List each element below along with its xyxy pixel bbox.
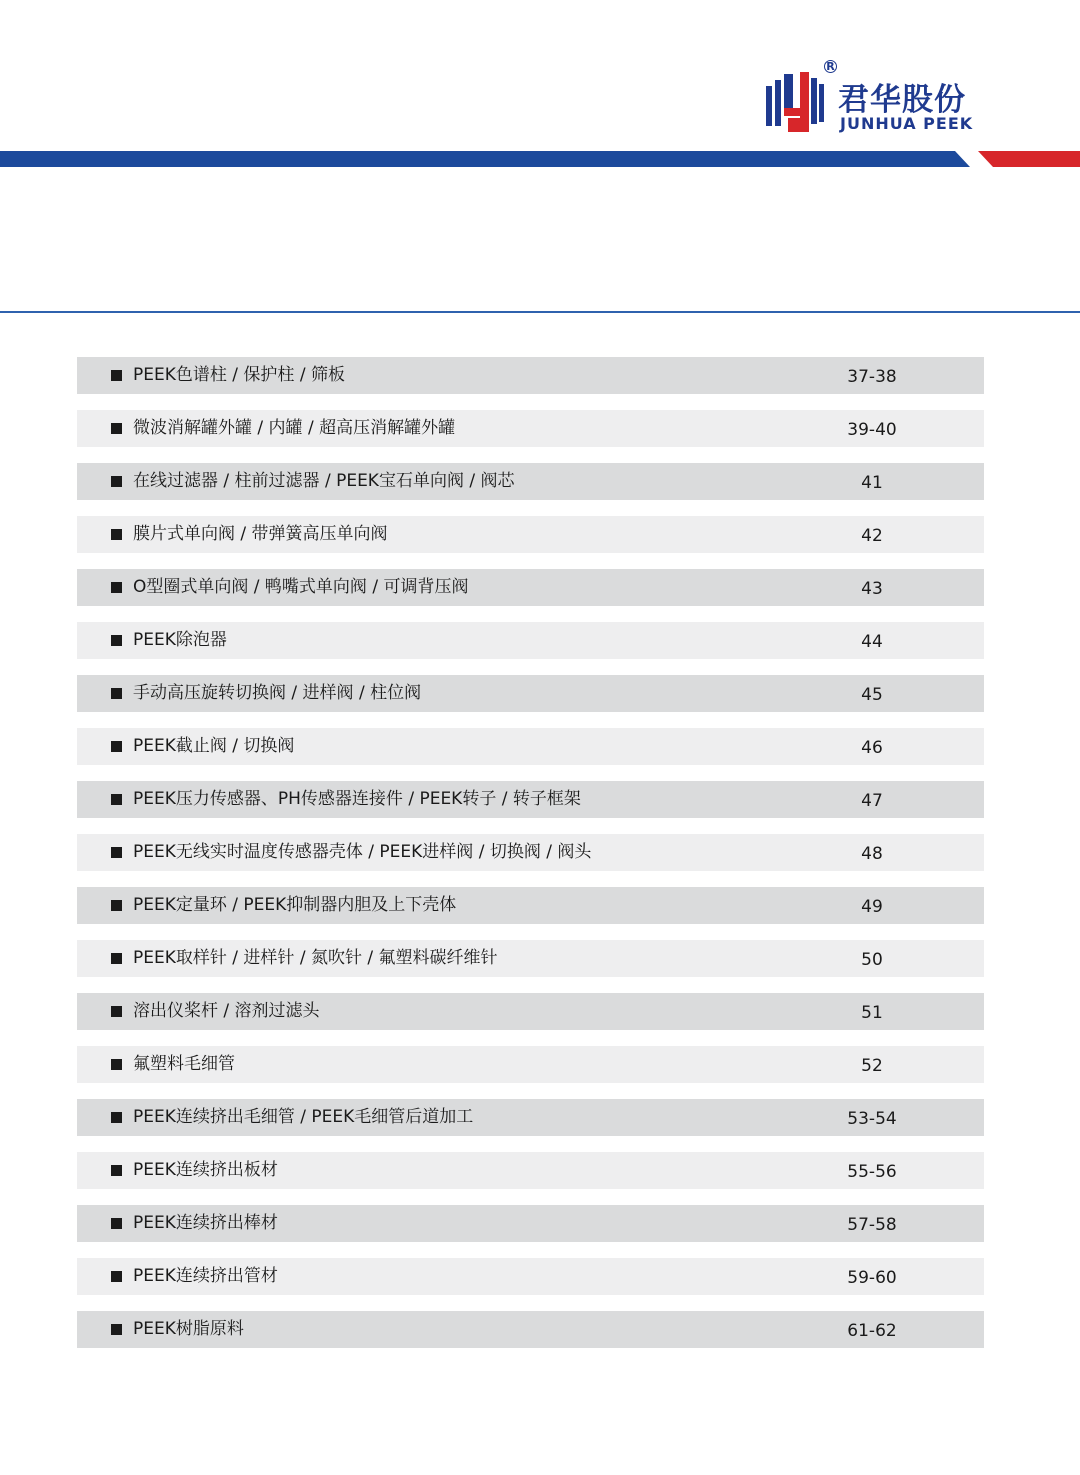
toc-title: 溶出仪桨杆 / 溶剂过滤头 — [133, 1001, 320, 1021]
toc-row[interactable] — [77, 463, 984, 500]
toc-page-number: 50 — [861, 950, 883, 970]
toc-row[interactable] — [77, 569, 984, 606]
toc-row[interactable] — [77, 728, 984, 765]
toc-title: 手动高压旋转切换阀 / 进样阀 / 柱位阀 — [133, 683, 422, 703]
registered-mark: R — [824, 60, 837, 73]
toc-page-number: 52 — [861, 1056, 883, 1076]
square-bullet-icon — [111, 582, 122, 593]
square-bullet-icon — [111, 370, 122, 381]
toc-row[interactable] — [77, 1205, 984, 1242]
square-bullet-icon — [111, 1006, 122, 1017]
toc-page-number: 49 — [861, 897, 883, 917]
toc-page-number: 61-62 — [847, 1321, 897, 1341]
square-bullet-icon — [111, 1112, 122, 1123]
header-color-band — [0, 151, 1080, 167]
toc-title: 微波消解罐外罐 / 内罐 / 超高压消解罐外罐 — [133, 418, 456, 438]
square-bullet-icon — [111, 1165, 122, 1176]
toc-page-number: 41 — [861, 473, 883, 493]
toc-title: 在线过滤器 / 柱前过滤器 / PEEK宝石单向阀 / 阀芯 — [133, 471, 515, 491]
toc-row[interactable] — [77, 940, 984, 977]
square-bullet-icon — [111, 1271, 122, 1282]
toc-title: PEEK连续挤出棒材 — [133, 1213, 278, 1233]
toc-row[interactable] — [77, 1099, 984, 1136]
square-bullet-icon — [111, 1324, 122, 1335]
square-bullet-icon — [111, 476, 122, 487]
toc-page-number: 53-54 — [847, 1109, 897, 1129]
toc-row[interactable] — [77, 675, 984, 712]
toc-row[interactable] — [77, 887, 984, 924]
toc-page-number: 39-40 — [847, 420, 897, 440]
square-bullet-icon — [111, 529, 122, 540]
toc-page-number: 46 — [861, 738, 883, 758]
page-header — [0, 0, 1080, 170]
square-bullet-icon — [111, 423, 122, 434]
toc-row[interactable] — [77, 622, 984, 659]
toc-page-number: 51 — [861, 1003, 883, 1023]
toc-page-number: 47 — [861, 791, 883, 811]
toc-row[interactable] — [77, 993, 984, 1030]
toc-row[interactable] — [77, 516, 984, 553]
toc-row[interactable] — [77, 1152, 984, 1189]
toc-title: PEEK连续挤出管材 — [133, 1266, 278, 1286]
toc-row[interactable] — [77, 834, 984, 871]
toc-title: 氟塑料毛细管 — [133, 1054, 235, 1074]
toc-page-number: 57-58 — [847, 1215, 897, 1235]
toc-title: PEEK连续挤出毛细管 / PEEK毛细管后道加工 — [133, 1107, 474, 1127]
square-bullet-icon — [111, 1218, 122, 1229]
toc-title: PEEK压力传感器、PH传感器连接件 / PEEK转子 / 转子框架 — [133, 789, 581, 809]
section-divider — [0, 311, 1080, 313]
toc-row[interactable] — [77, 1046, 984, 1083]
toc-row[interactable] — [77, 781, 984, 818]
square-bullet-icon — [111, 900, 122, 911]
toc-page-number: 59-60 — [847, 1268, 897, 1288]
square-bullet-icon — [111, 635, 122, 646]
toc-row[interactable] — [77, 410, 984, 447]
toc-title: PEEK树脂原料 — [133, 1319, 244, 1339]
toc-row[interactable] — [77, 357, 984, 394]
brand-name-en: JUNHUA PEEK — [840, 114, 974, 133]
toc-title: PEEK无线实时温度传感器壳体 / PEEK进样阀 / 切换阀 / 阀头 — [133, 842, 592, 862]
table-of-contents — [77, 357, 984, 1364]
toc-row[interactable] — [77, 1258, 984, 1295]
toc-title: PEEK连续挤出板材 — [133, 1160, 278, 1180]
toc-title: PEEK截止阀 / 切换阀 — [133, 736, 295, 756]
toc-page-number: 37-38 — [847, 367, 897, 387]
toc-title: O型圈式单向阀 / 鸭嘴式单向阀 / 可调背压阀 — [133, 577, 469, 597]
toc-title: PEEK定量环 / PEEK抑制器内胆及上下壳体 — [133, 895, 457, 915]
square-bullet-icon — [111, 794, 122, 805]
square-bullet-icon — [111, 688, 122, 699]
square-bullet-icon — [111, 953, 122, 964]
brand-name-cn: 君华股份 — [838, 82, 966, 118]
square-bullet-icon — [111, 847, 122, 858]
toc-title: 膜片式单向阀 / 带弹簧高压单向阀 — [133, 524, 388, 544]
toc-page-number: 55-56 — [847, 1162, 897, 1182]
toc-page-number: 42 — [861, 526, 883, 546]
square-bullet-icon — [111, 1059, 122, 1070]
brand-logo — [764, 62, 994, 140]
toc-page-number: 48 — [861, 844, 883, 864]
junhua-logo-icon — [764, 68, 826, 136]
toc-page-number: 43 — [861, 579, 883, 599]
toc-page-number: 44 — [861, 632, 883, 652]
toc-title: PEEK色谱柱 / 保护柱 / 筛板 — [133, 365, 345, 385]
toc-page-number: 45 — [861, 685, 883, 705]
toc-row[interactable] — [77, 1311, 984, 1348]
square-bullet-icon — [111, 741, 122, 752]
toc-title: PEEK除泡器 — [133, 630, 227, 650]
toc-title: PEEK取样针 / 进样针 / 氮吹针 / 氟塑料碳纤维针 — [133, 948, 498, 968]
